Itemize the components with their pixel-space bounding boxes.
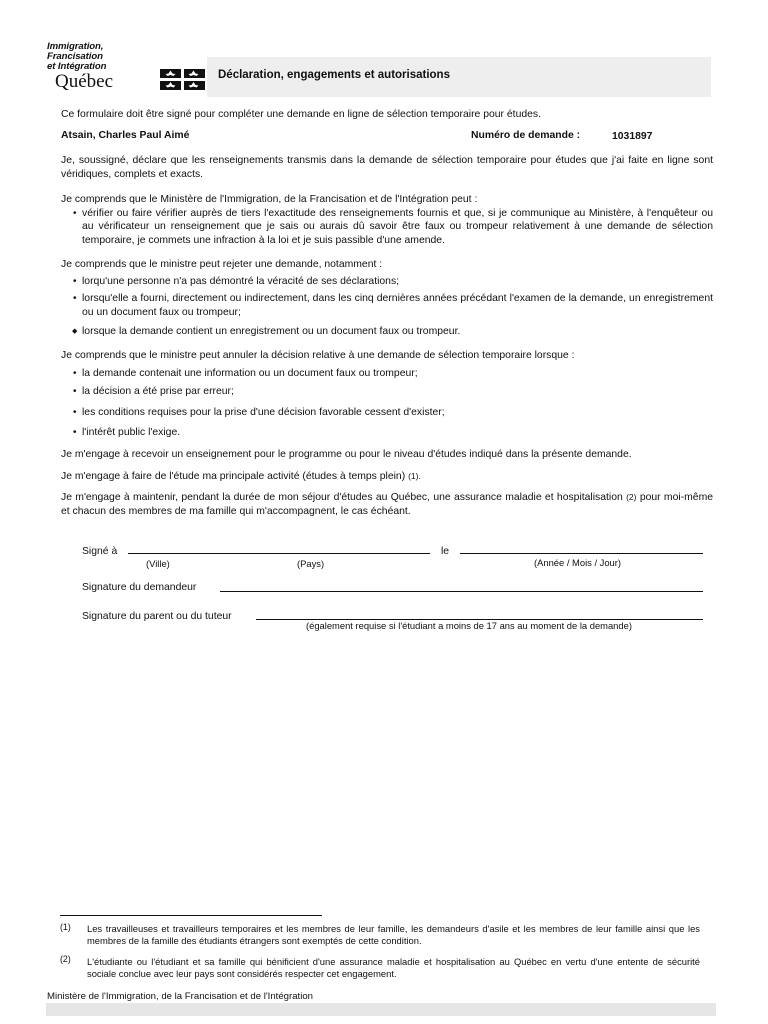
section-1-lead: Je comprends que le Ministère de l'Immigration, de la Francisation et de l'Intégration peut : [61,194,478,205]
footnote-1-number: (1) [60,922,71,932]
footer-bar [46,1003,716,1016]
commitment-3: Je m'engage à maintenir, pendant la durée de mon séjour d'études au Québec, une assurance maladie et hospitalisation (2) pour moi-même et chacun des membres de ma famille qui m'accompagnent, le cas échéant. [61,492,713,517]
request-number: 1031897 [612,131,653,142]
date-format-caption: (Année / Mois / Jour) [534,557,622,568]
footnote-1-text: Les travailleuses et travailleurs temporaires et les membres de leur famille, les demandeurs d'asile et les membres de leur famille ainsi que les membres de la famille des étudiants étrangers sont exemptés de cette condition. [87,923,700,946]
footnote-ref-2: (2) [626,492,637,502]
section-1 [61,193,713,247]
ministry-name: Immigration, Francisation et Intégration [47,41,107,72]
footnote-2-number: (2) [60,954,71,964]
city-caption: (Ville) [146,558,170,569]
parent-signature-label: Signature du parent ou du tuteur [82,611,232,622]
quebec-wordmark: Québec [55,71,114,92]
applicant-signature-line[interactable] [220,591,703,592]
applicant-signature-label: Signature du demandeur [82,582,197,593]
commitment-2: Je m'engage à faire de l'étude ma principale activité (études à temps plein) (1). [61,471,421,482]
section-2 [61,258,713,339]
list-item: ◆ lorsque la demande contient un enregistrement ou un document faux ou trompeur. [61,325,713,339]
list-item: • lorqu'une personne n'a pas démontré la véracité de ses déclarations; [61,275,713,289]
footnote-2-text: L'étudiante ou l'étudiant et sa famille qui bénificient d'une assurance maladie et hospitalisation au Québec en vertu d'une entente de sécurité sociale conclue avec leur pays sont considérés respecter cet engagement. [87,956,700,979]
section-3 [61,349,713,440]
list-item: • les conditions requises pour la prise d'une décision favorable cessent d'exister; [61,406,713,420]
declaration-text: Je, soussigné, déclare que les renseignements transmis dans la demande de sélection temporaire pour études que j'ai faite en ligne sont véridiques, complets et exacts. [61,155,713,180]
section-3-list [61,367,713,440]
fleurdelise-flag-icon [160,69,205,90]
country-caption: (Pays) [297,558,325,569]
footer-ministry: Ministère de l'Immigration, de la Francisation et de l'Intégration [47,991,314,1002]
section-2-list [61,275,713,339]
list-item: • lorsqu'elle a fourni, directement ou indirectement, dans les cinq dernières années précédant l'examen de la demande, un enregistrement ou un document faux ou trompeur; [61,292,713,319]
section-1-list [61,207,713,248]
list-item: • l'intérêt public l'exige. [61,426,713,440]
ministry-logo [47,42,207,98]
list-item: • vérifier ou faire vérifier auprès de tiers l'exactitude des renseignements fournis et que, si je communique au Ministère, à l'enquêteur ou au vérificateur un renseignement que je sais ou aurais dû savoir être faux ou trompeur relativement à une demande de sélection temporaire, je commets une infraction à la loi et je suis passible d'une amende. [61,207,713,248]
form-title: Déclaration, engagements et autorisations [218,69,450,81]
section-3-lead: Je comprends que le ministre peut annuler la décision relative à une demande de sélection temporaire lorsque : [61,350,575,361]
signed-at-line[interactable] [128,553,430,554]
date-line[interactable] [460,553,703,554]
list-item: • la demande contenait une information ou un document faux ou trompeur; [61,367,713,381]
parent-signature-note: (également requise si l'étudiant a moins de 17 ans au moment de la demande) [306,620,632,631]
form-title-bar [207,57,711,97]
footnote-divider [60,915,322,916]
applicant-name: Atsain, Charles Paul Aimé [61,130,190,141]
footnote-ref-1: (1). [408,471,421,481]
request-number-label: Numéro de demande : [471,130,581,141]
intro-text: Ce formulaire doit être signé pour compléter une demande en ligne de sélection temporaire pour études. [61,109,541,120]
section-2-lead: Je comprends que le ministre peut rejeter une demande, notamment : [61,259,383,270]
signed-at-label: Signé à [82,546,118,557]
list-item: • la décision a été prise par erreur; [61,385,713,399]
commitment-1: Je m'engage à recevoir un enseignement pour le programme ou pour le niveau d'études indiqué dans la présente demande. [61,449,632,460]
date-label: le [441,546,450,557]
